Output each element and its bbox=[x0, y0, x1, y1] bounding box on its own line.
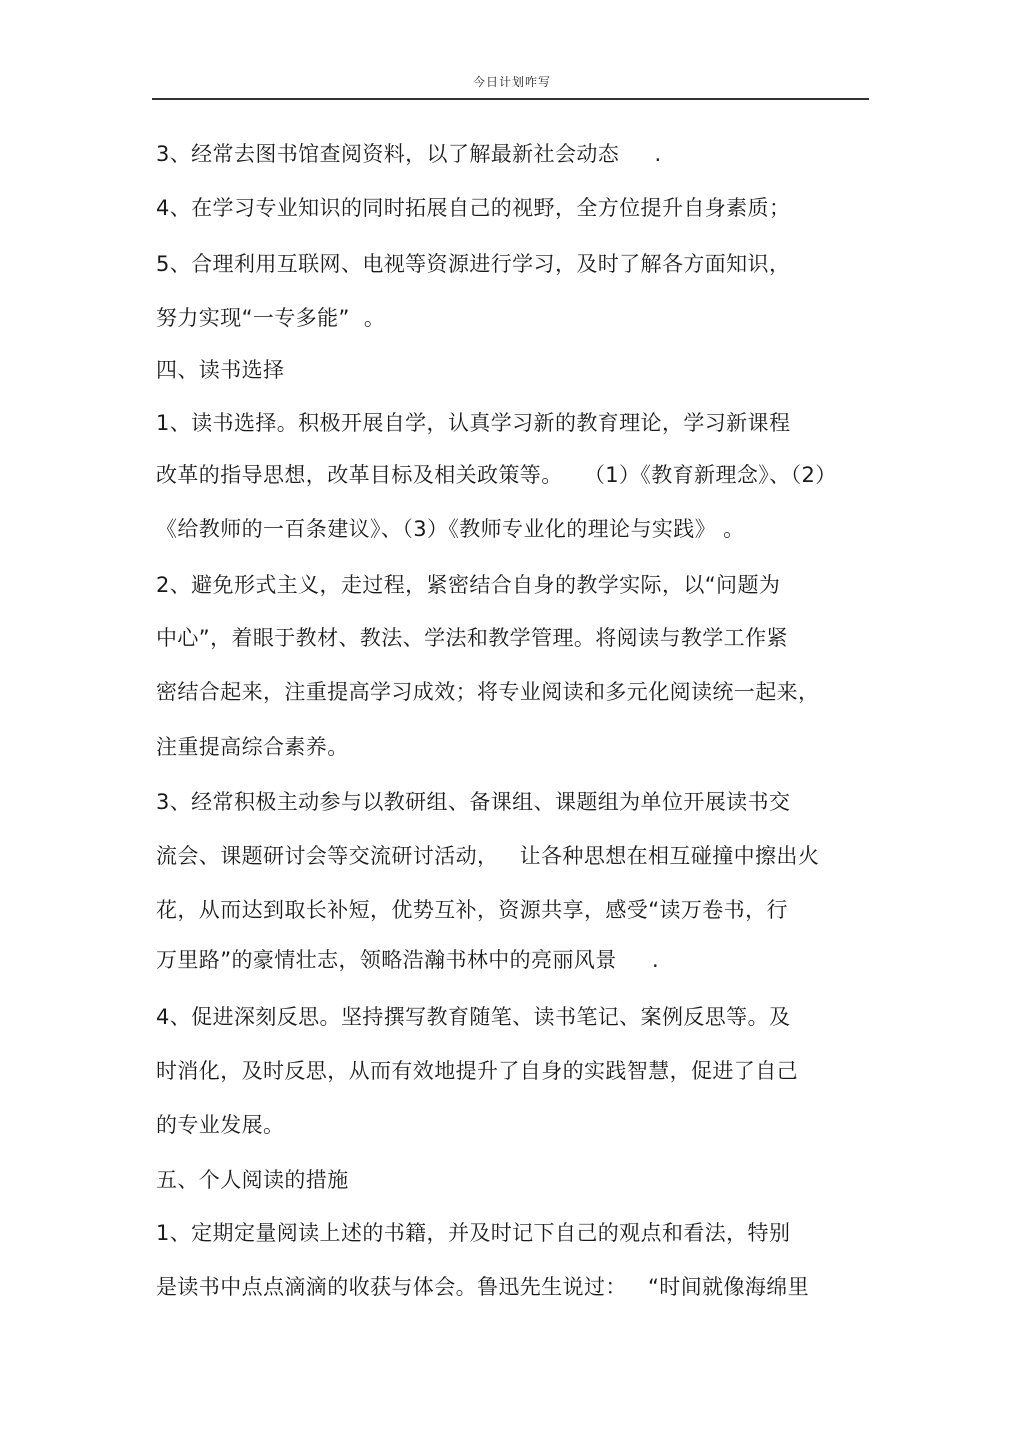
page-header: 今日计划咋写 bbox=[472, 75, 551, 89]
text-line: 密结合起来，注重提高学习成效；将专业阅读和多元化阅读统一起来， bbox=[156, 680, 820, 704]
text-line: 3、经常去图书馆查阅资料，以了解最新社会动态 . bbox=[156, 142, 662, 166]
text-line: 3、经常积极主动参与以教研组、备课组、课题组为单位开展读书交 bbox=[156, 790, 791, 814]
section-heading: 五、个人阅读的措施 bbox=[156, 1168, 349, 1192]
text-line: 注重提高综合素养。 bbox=[156, 735, 349, 759]
text-line: 时消化，及时反思，从而有效地提升了自身的实践智慧，促进了自己 bbox=[156, 1059, 798, 1083]
text-line: 的专业发展。 bbox=[156, 1113, 285, 1137]
text-line: 1、读书选择。积极开展自学，认真学习新的教育理论，学习新课程 bbox=[156, 411, 791, 435]
text-line: 万里路”的豪情壮志，领略浩瀚书林中的亮丽风景 . bbox=[156, 948, 660, 972]
text-line: 中心”，着眼于教材、教法、学法和教学管理。将阅读与教学工作紧 bbox=[156, 626, 788, 650]
text-line: 2、避免形式主义，走过程，紧密结合自身的教学实际，以“问题为 bbox=[156, 573, 781, 597]
header-divider bbox=[152, 98, 869, 100]
text-line: 1、定期定量阅读上述的书籍，并及时记下自己的观点和看法，特别 bbox=[156, 1221, 791, 1245]
text-line: 流会、课题研讨会等交流研讨活动， 让各种思想在相互碰撞中擦出火 bbox=[156, 844, 820, 868]
text-line: 花，从而达到取长补短，优势互补，资源共享，感受“读万卷书，行 bbox=[156, 898, 788, 922]
text-line: 4、促进深刻反思。坚持撰写教育随笔、读书笔记、案例反思等。及 bbox=[156, 1005, 791, 1029]
text-line: 4、在学习专业知识的同时拓展自己的视野，全方位提升自身素质； bbox=[156, 196, 791, 220]
section-heading: 四、读书选择 bbox=[156, 358, 285, 382]
text-line: 努力实现“一专多能” 。 bbox=[156, 306, 386, 330]
text-line: 《给教师的一百条建议》、（3）《教师专业化的理论与实践》 。 bbox=[156, 517, 745, 541]
text-line: 5、合理利用互联网、电视等资源进行学习，及时了解各方面知识， bbox=[156, 252, 791, 276]
text-line: 改革的指导思想，改革目标及相关政策等。 （1）《教育新理念》、（2） bbox=[156, 463, 837, 487]
text-line: 是读书中点点滴滴的收获与体会。鲁迅先生说过： “时间就像海绵里 bbox=[156, 1275, 810, 1299]
